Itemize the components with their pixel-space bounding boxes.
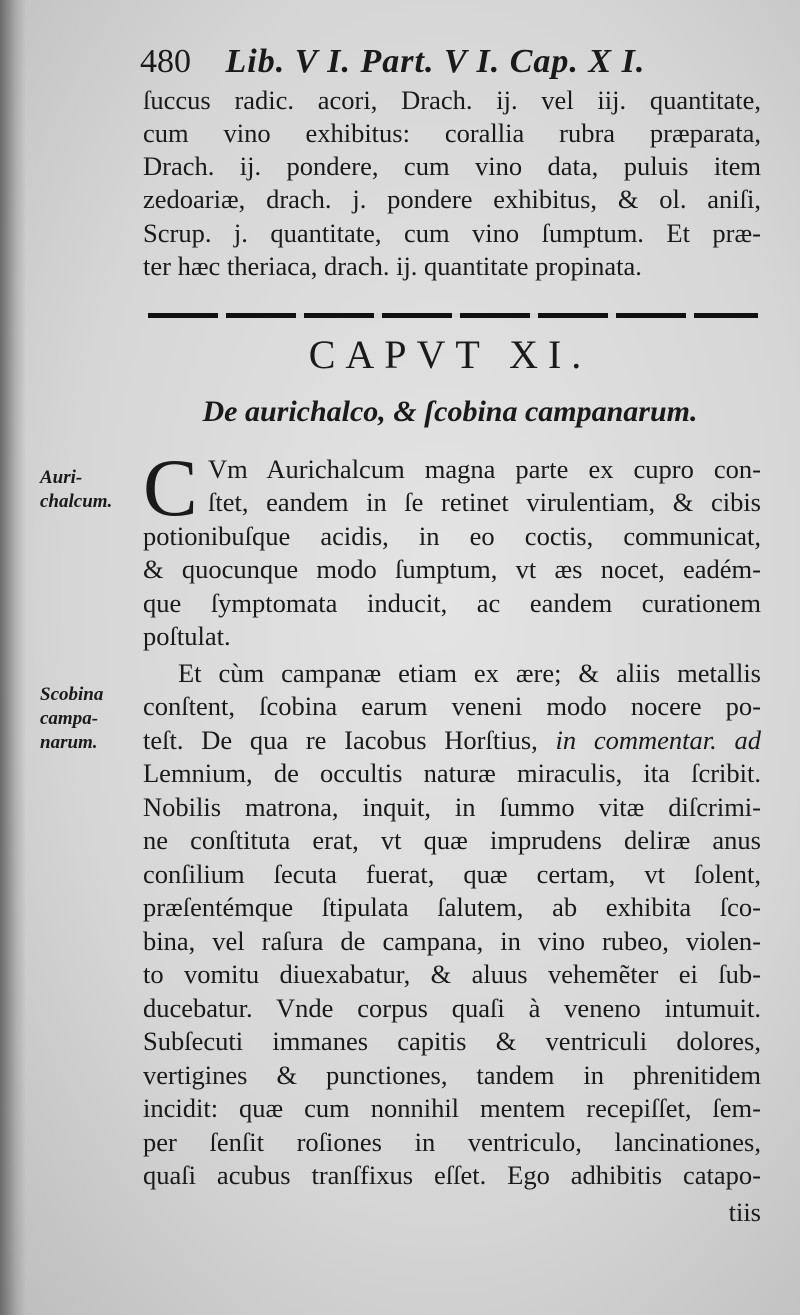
text-line-mixed (143, 724, 761, 756)
text-line: poſtulat. (143, 621, 231, 651)
margin-note-aurichalcum: Auri- chalcum. (40, 467, 113, 512)
margin-note-scobina: Scobina campa- narum. (40, 684, 104, 753)
text-line: que ſymptomata inducit, ac eandem curationem (143, 588, 761, 618)
text-line: potionibuſque acidis, in eo coctis, communicat, (143, 521, 761, 551)
page-number: 480 (140, 43, 191, 80)
text-line: Et cùm campanæ etiam ex ære; & aliis metallis (178, 658, 761, 688)
text-line: bina, vel raſura de campana, in vino rubeo, violen- (143, 926, 761, 956)
text-line: quaſi acubus tranſfixus eſſet. Ego adhibitis catapo- (143, 1160, 761, 1190)
text-line: conſtent, ſcobina earum veneni modo nocere po- (143, 691, 761, 721)
text-line: Subſecuti immanes capitis & ventriculi dolores, (143, 1026, 761, 1056)
text-line: conſilium ſecuta fuerat, quæ certam, vt ſolent, (143, 859, 761, 889)
text-line: Vm Aurichalcum magna parte ex cupro con- (208, 454, 761, 484)
gutter-shadow (0, 0, 26, 1315)
ornamental-rule (148, 313, 758, 318)
text-line: per ſenſit roſiones in ventriculo, lancinationes, (143, 1127, 761, 1157)
text-line: ne conſtituta erat, vt quæ imprudens deliræ anus (143, 825, 761, 855)
text-line: ſtet, eandem in ſe retinet virulentiam, & cibis (208, 487, 761, 517)
text-line: ducebatur. Vnde corpus quaſi à veneno intumuit. (143, 993, 761, 1023)
text-line: præſentémque ſtipulata ſalutem, ab exhibita ſco- (143, 892, 761, 922)
text-line: ter hæc theriaca, drach. ij. quantitate propinata. (143, 251, 642, 281)
text-line: zedoariæ, drach. j. pondere exhibitus, & ol. aniſi, (143, 184, 761, 214)
drop-cap: C (143, 442, 198, 533)
text-line: Lemnium, de occultis naturæ miraculis, ita ſcribit. (143, 758, 761, 788)
chapter-subtitle: De aurichalco, & ſcobina campanarum. (202, 395, 698, 428)
text-line: & quocunque modo ſumptum, vt æs nocet, eadém- (143, 554, 761, 584)
catchword: tiis (728, 1197, 761, 1227)
running-head: Lib. V I. Part. V I. Cap. X I. (225, 43, 646, 80)
text-line: to vomitu diuexabatur, & aluus vehemẽter ei ſub- (143, 959, 761, 989)
text-line: Drach. ij. pondere, cum vino data, puluis item (143, 151, 761, 181)
italic-citation: in commentar. ad (555, 725, 762, 755)
text-line: Nobilis matrona, inquit, in ſummo vitæ diſcrimi- (143, 792, 761, 822)
text-span: teſt. De qua re Iacobus Horſtius, (143, 725, 556, 755)
text-line: ſuccus radic. acori, Drach. ij. vel iij. quantitate, (143, 85, 761, 115)
text-line: Scrup. j. quantitate, cum vino ſumptum. Et præ- (143, 218, 761, 248)
page-header (140, 40, 760, 84)
text-line: vertigines & punctiones, tandem in phrenitidem (143, 1060, 761, 1090)
text-line: incidit: quæ cum nonnihil mentem recepiſſet, ſem- (143, 1093, 761, 1123)
text-line: cum vino exhibitus: corallia rubra præparata, (143, 118, 761, 148)
chapter-title: CAPVT XI. (308, 332, 592, 377)
